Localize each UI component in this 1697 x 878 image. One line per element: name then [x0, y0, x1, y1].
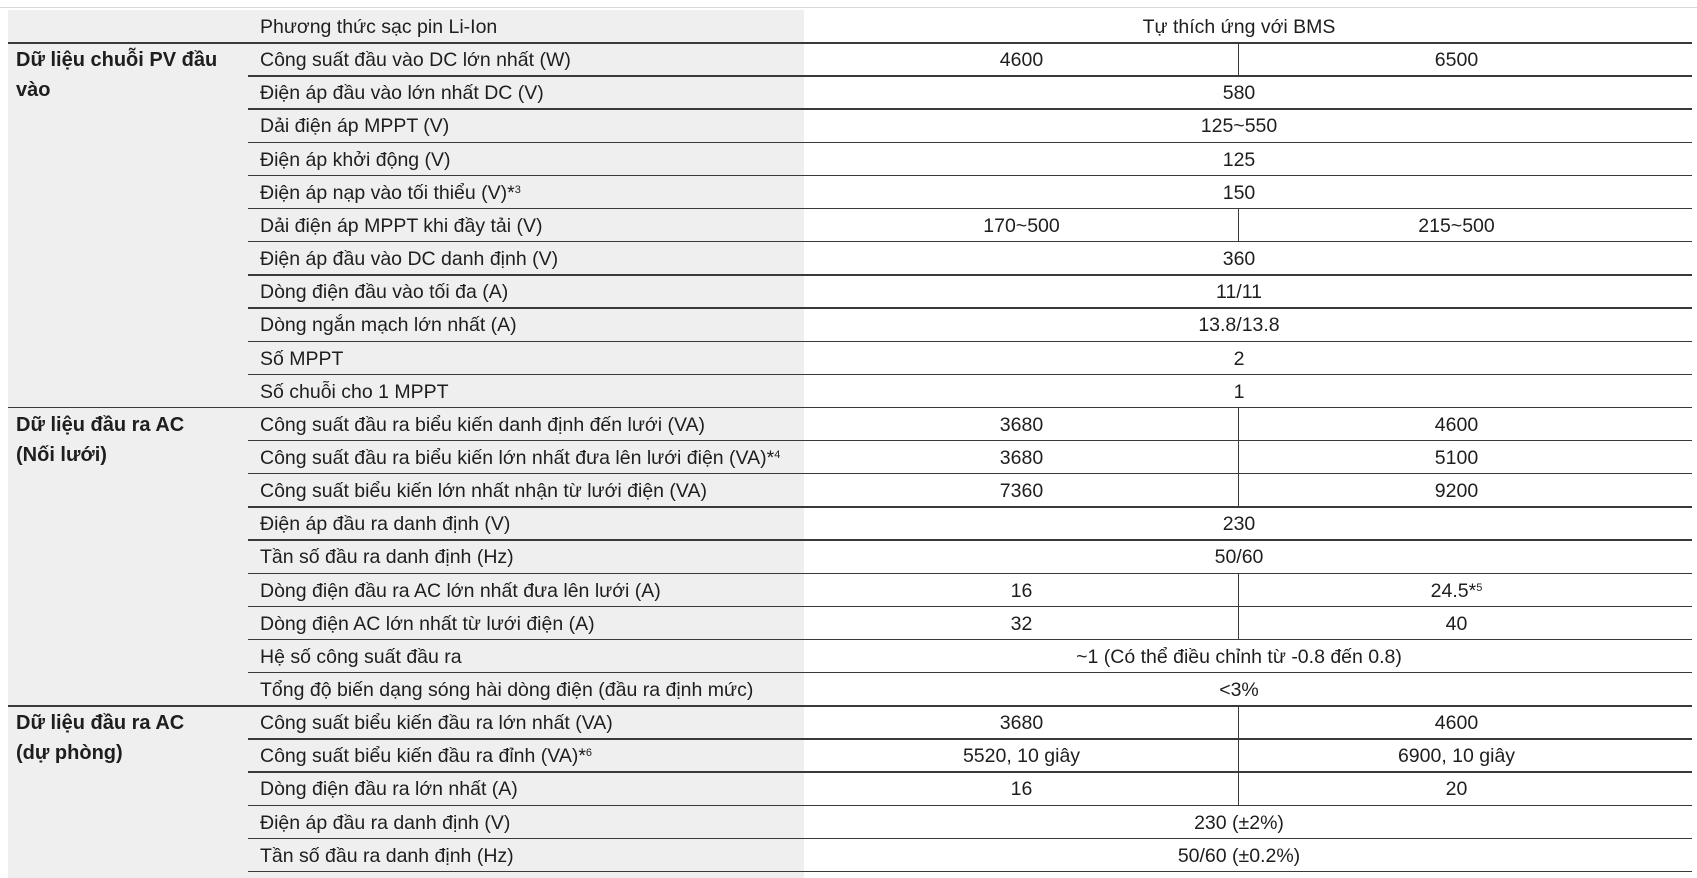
row-label: Công suất đầu ra biểu kiến danh định đến lưới (VA)	[260, 413, 706, 436]
row-label: Dải điện áp MPPT khi đầy tải (V)	[260, 214, 543, 237]
row-label: Điện áp đầu ra danh định (V)	[260, 811, 511, 834]
row-label: Dòng điện AC lớn nhất từ lưới điện (A)	[260, 612, 595, 635]
row-label: Công suất đầu vào DC lớn nhất (W)	[260, 49, 571, 72]
row-value: 580	[1222, 82, 1256, 105]
table-row	[248, 474, 1697, 507]
row-label: Dòng điện đầu vào tối đa (A)	[260, 281, 509, 304]
footnote-marker: 6	[585, 747, 593, 760]
row-label: Tần số đầu ra danh định (Hz)	[260, 844, 514, 867]
row-value: 230	[1222, 513, 1256, 536]
row-value-model-2: 4600	[1434, 712, 1479, 735]
table-row	[248, 607, 1697, 640]
row-label: Điện áp nạp vào tối thiểu (V)*$^3$	[260, 181, 521, 204]
table-row	[248, 143, 1697, 176]
row-value-model-2: 5100	[1434, 446, 1479, 469]
table-row	[248, 76, 1697, 109]
row-value-model-2: 6900, 10 giây	[1397, 745, 1516, 768]
row-label: Điện áp đầu ra danh định (V)	[260, 513, 511, 536]
row-label: Dải điện áp MPPT (V)	[260, 115, 450, 138]
row-value: 13.8/13.8	[1198, 314, 1280, 337]
table-row	[248, 176, 1697, 209]
row-value-model-1: 16	[1010, 579, 1033, 602]
table-row	[248, 43, 1697, 76]
footnote-marker: 3	[514, 183, 521, 196]
row-value: 50/60 (±0.2%)	[1177, 844, 1301, 867]
footnote-marker: 4	[774, 448, 781, 461]
row-value-model-1: 170~500	[983, 214, 1060, 237]
row-label: Tổng độ biến dạng sóng hài dòng điện (đầu ra định mức)	[260, 679, 754, 701]
row-divider	[248, 871, 1692, 872]
row-label: Hệ số công suất đầu ra	[260, 645, 462, 668]
row-value: 2	[1233, 347, 1245, 370]
row-value-model-1: 5520, 10 giây	[962, 745, 1081, 768]
group-title: Dữ liệu đầu ra AC (dự phòng)	[16, 712, 185, 765]
group-title: Dữ liệu chuỗi PV đầu vào	[16, 49, 218, 102]
row-value-model-1: 7360	[999, 480, 1044, 503]
table-row	[248, 342, 1697, 375]
group-title: Dữ liệu đầu ra AC (Nối lưới)	[16, 413, 185, 466]
table-row	[248, 375, 1697, 408]
table-row	[248, 574, 1697, 607]
row-label: Công suất đầu ra biểu kiến lớn nhất đưa lên lưới điện (VA)*$^4$	[260, 446, 781, 469]
row-value-model-2: 20	[1445, 778, 1468, 801]
top-border	[0, 7, 1697, 8]
row-value-model-2: 9200	[1434, 480, 1479, 503]
row-value: 1	[1233, 380, 1245, 403]
row-label: Điện áp đầu vào lớn nhất DC (V)	[260, 82, 544, 105]
table-row	[248, 706, 1697, 739]
row-value: Tự thích ứng với BMS	[1142, 16, 1336, 38]
row-value: 125	[1222, 148, 1256, 171]
row-label: Công suất biểu kiến đầu ra đỉnh (VA)*$^6$	[260, 745, 593, 768]
table-row	[248, 540, 1697, 573]
row-value: <3%	[1219, 679, 1259, 701]
row-value: 50/60	[1214, 546, 1264, 569]
row-label: Số chuỗi cho 1 MPPT	[260, 380, 449, 403]
row-value: 360	[1222, 248, 1256, 271]
row-value-model-1: 4600	[999, 49, 1044, 72]
row-value-model-2: 40	[1445, 612, 1468, 635]
table-row	[248, 408, 1697, 441]
table-row	[248, 242, 1697, 275]
row-value-model-2: 215~500	[1418, 214, 1495, 237]
row-value-model-2: 4600	[1434, 413, 1479, 436]
row-label: Dòng điện đầu ra AC lớn nhất đưa lên lưới (A)	[260, 579, 661, 602]
row-label: Dòng điện đầu ra lớn nhất (A)	[260, 778, 518, 801]
row-label: Điện áp đầu vào DC danh định (V)	[260, 248, 559, 271]
table-row	[248, 806, 1697, 839]
row-value-model-1: 3680	[999, 446, 1044, 469]
table-row	[248, 10, 1697, 43]
row-label: Phương thức sạc pin Li-Ion	[260, 16, 498, 38]
table-row	[248, 739, 1697, 772]
table-row	[248, 308, 1697, 341]
table-row	[248, 640, 1697, 673]
row-value-model-1: 3680	[999, 712, 1044, 735]
table-row	[248, 109, 1697, 142]
table-row	[248, 275, 1697, 308]
row-value-model-1: 32	[1010, 612, 1033, 635]
row-label: Công suất biểu kiến lớn nhất nhận từ lưới điện (VA)	[260, 480, 707, 503]
row-value-model-2: 6500	[1434, 49, 1479, 72]
footnote-marker: 5	[1476, 581, 1483, 594]
row-label: Dòng ngắn mạch lớn nhất (A)	[260, 314, 517, 337]
table-row	[248, 772, 1697, 805]
row-value: 150	[1222, 181, 1256, 204]
row-value: ~1 (Có thể điều chỉnh từ -0.8 đến 0.8)	[1076, 645, 1402, 668]
row-value: 11/11	[1216, 281, 1262, 304]
row-value: 230 (±2%)	[1194, 811, 1284, 834]
row-value-model-1: 16	[1010, 778, 1033, 801]
row-value: 125~550	[1200, 115, 1278, 138]
row-label: Công suất biểu kiến đầu ra lớn nhất (VA)	[260, 712, 613, 735]
row-label: Số MPPT	[260, 347, 344, 370]
table-row	[248, 673, 1697, 706]
row-value-model-2: 24.5*$^5$	[1430, 579, 1483, 602]
row-label: Tần số đầu ra danh định (Hz)	[260, 546, 514, 569]
row-label: Điện áp khởi động (V)	[260, 148, 451, 171]
table-row	[248, 507, 1697, 540]
row-value-model-1: 3680	[999, 413, 1044, 436]
table-row	[248, 441, 1697, 474]
table-row	[248, 209, 1697, 242]
table-row	[248, 839, 1697, 872]
